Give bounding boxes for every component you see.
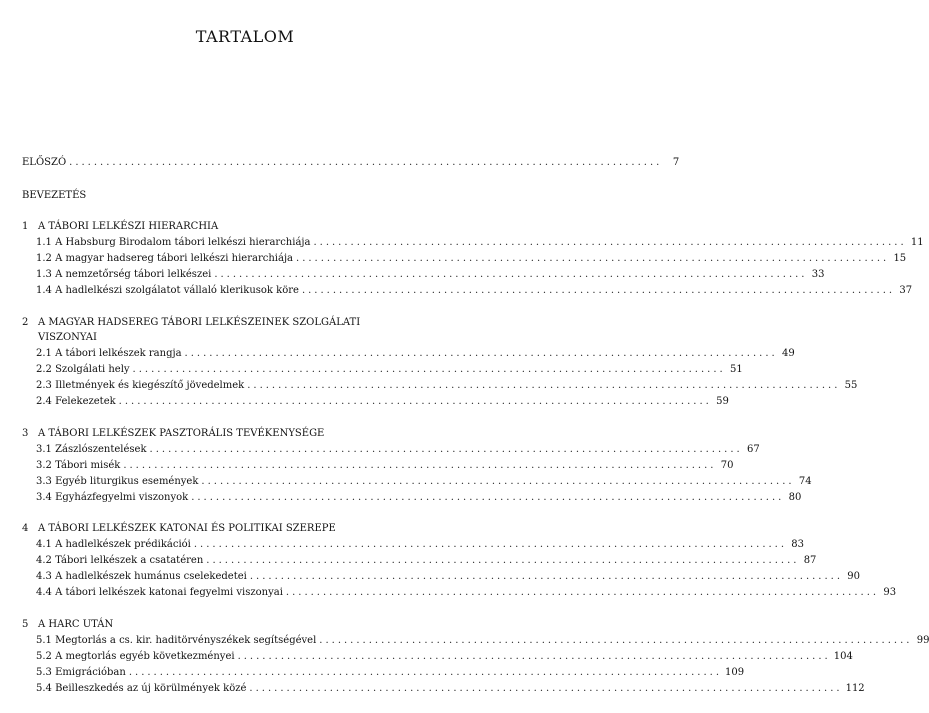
toc-entry[interactable] bbox=[36, 395, 729, 409]
leader-dots: ................................................................................................ bbox=[69, 157, 663, 168]
toc-entry-preface[interactable] bbox=[22, 156, 680, 170]
toc-entry-label: 2.1 A tábori lelkészek rangja bbox=[36, 348, 182, 359]
chapter-number: 2 bbox=[22, 317, 29, 328]
toc-entry-label: 5.3 Emigrációban bbox=[36, 667, 126, 678]
leader-dots: ................................................................................................ bbox=[206, 555, 800, 566]
toc-entry-page: 37 bbox=[899, 285, 913, 296]
leader-dots: ................................................................................................ bbox=[214, 269, 808, 280]
leader-dots: ................................................................................................ bbox=[149, 444, 743, 455]
toc-entry[interactable] bbox=[36, 347, 795, 361]
toc-entry-introduction[interactable] bbox=[22, 189, 86, 203]
toc-entry[interactable] bbox=[36, 634, 929, 648]
toc-entry[interactable] bbox=[36, 475, 812, 489]
leader-dots: ................................................................................................ bbox=[132, 364, 726, 375]
chapter-title: A TÁBORI LELKÉSZI HIERARCHIA bbox=[38, 221, 219, 232]
toc-entry-label: 4.1 A hadlelkészek prédikációi bbox=[36, 539, 191, 550]
toc-entry-page: 55 bbox=[844, 380, 858, 391]
toc-entry[interactable] bbox=[36, 650, 853, 664]
toc-entry[interactable] bbox=[36, 666, 745, 680]
leader-dots: ................................................................................................ bbox=[191, 492, 785, 503]
toc-entry-page: 67 bbox=[746, 444, 760, 455]
toc-entry-label: 3.1 Zászlószentelések bbox=[36, 444, 147, 455]
toc-entry-label: 5.1 Megtorlás a cs. kir. haditörvényszékek segítségével bbox=[36, 635, 317, 646]
toc-entry[interactable] bbox=[36, 491, 802, 505]
toc-entry-page: 90 bbox=[847, 571, 861, 582]
leader-dots: ................................................................................................ bbox=[128, 667, 722, 678]
toc-entry-page: 80 bbox=[788, 492, 802, 503]
leader-dots: ................................................................................................ bbox=[184, 348, 778, 359]
toc-entry[interactable] bbox=[36, 459, 734, 473]
chapter-heading-2[interactable] bbox=[22, 316, 360, 330]
toc-entry-page: 7 bbox=[672, 157, 680, 168]
leader-dots: ................................................................................................ bbox=[247, 380, 841, 391]
leader-dots: ................................................................................................ bbox=[301, 285, 896, 296]
toc-entry[interactable] bbox=[36, 538, 805, 552]
toc-entry[interactable] bbox=[36, 554, 817, 568]
toc-entry[interactable] bbox=[36, 363, 743, 377]
toc-entry-label: 1.2 A magyar hadsereg tábori lelkészi hierarchiája bbox=[36, 253, 294, 264]
toc-entry-label: 1.1 A Habsburg Birodalom tábori lelkészi hierarchiája bbox=[36, 237, 311, 248]
leader-dots: ................................................................................................ bbox=[201, 476, 795, 487]
toc-entry[interactable] bbox=[36, 379, 858, 393]
toc-entry-page: 33 bbox=[811, 269, 825, 280]
toc-entry-page: 74 bbox=[798, 476, 812, 487]
toc-entry[interactable] bbox=[36, 268, 825, 282]
toc-entry-label: 3.2 Tábori misék bbox=[36, 460, 121, 471]
toc-entry[interactable] bbox=[36, 236, 924, 250]
chapter-title: A MAGYAR HADSEREG TÁBORI LELKÉSZEINEK SZOLGÁLATI bbox=[38, 317, 361, 328]
toc-entry-label: 5.4 Beilleszkedés az új körülmények közé bbox=[36, 683, 247, 694]
toc-entry-page: 93 bbox=[883, 587, 897, 598]
chapter-title-continuation: VISZONYAI bbox=[38, 332, 97, 343]
toc-entry-page: 11 bbox=[910, 237, 924, 248]
chapter-heading-5[interactable] bbox=[22, 618, 113, 632]
chapter-number: 3 bbox=[22, 428, 29, 439]
toc-entry-label: 5.2 A megtorlás egyéb következményei bbox=[36, 651, 235, 662]
toc-entry-page: 99 bbox=[916, 635, 929, 646]
toc-entry-page: 59 bbox=[716, 396, 729, 407]
chapter-title: A HARC UTÁN bbox=[38, 619, 114, 630]
toc-entry-page: 112 bbox=[845, 683, 865, 694]
leader-dots: ................................................................................................ bbox=[285, 587, 880, 598]
toc-entry[interactable] bbox=[36, 682, 865, 696]
toc-entry-label: ELŐSZÓ bbox=[22, 157, 67, 168]
leader-dots: ................................................................................................ bbox=[313, 237, 907, 248]
toc-entry-page: 51 bbox=[729, 364, 743, 375]
toc-entry-page: 109 bbox=[725, 667, 745, 678]
page-title: TARTALOM bbox=[195, 27, 295, 46]
toc-entry-page: 87 bbox=[803, 555, 817, 566]
leader-dots: ................................................................................................ bbox=[237, 651, 831, 662]
toc-entry-page: 83 bbox=[791, 539, 805, 550]
toc-entry-label: 4.2 Tábori lelkészek a csatatéren bbox=[36, 555, 204, 566]
leader-dots: ................................................................................................ bbox=[249, 571, 844, 582]
leader-dots: ................................................................................................ bbox=[118, 396, 712, 407]
toc-entry-label: 1.3 A nemzetőrség tábori lelkészei bbox=[36, 269, 212, 280]
toc-entry-label: 2.3 Illetmények és kiegészítő jövedelmek bbox=[36, 380, 245, 391]
leader-dots: ................................................................................................ bbox=[296, 253, 890, 264]
leader-dots: ................................................................................................ bbox=[319, 635, 913, 646]
toc-entry-page: 15 bbox=[893, 253, 907, 264]
toc-entry-label: 2.2 Szolgálati hely bbox=[36, 364, 130, 375]
chapter-number: 5 bbox=[22, 619, 29, 630]
toc-entry-label: BEVEZETÉS bbox=[22, 190, 87, 201]
toc-entry-label: 1.4 A hadlelkészi szolgálatot vállaló klerikusok köre bbox=[36, 285, 299, 296]
chapter-heading-4[interactable] bbox=[22, 522, 336, 536]
leader-dots: ................................................................................................ bbox=[193, 539, 788, 550]
toc-entry-label: 3.3 Egyéb liturgikus események bbox=[36, 476, 199, 487]
toc-entry-page: 49 bbox=[781, 348, 795, 359]
toc-entry-label: 4.3 A hadlelkészek humánus cselekedetei bbox=[36, 571, 247, 582]
toc-entry-label: 4.4 A tábori lelkészek katonai fegyelmi viszonyai bbox=[36, 587, 283, 598]
chapter-title: A TÁBORI LELKÉSZEK PASZTORÁLIS TEVÉKENYSÉGE bbox=[38, 428, 325, 439]
toc-entry-label: 2.4 Felekezetek bbox=[36, 396, 116, 407]
chapter-heading-1[interactable] bbox=[22, 220, 218, 234]
chapter-number: 4 bbox=[22, 523, 29, 534]
chapter-title: A TÁBORI LELKÉSZEK KATONAI ÉS POLITIKAI SZEREPE bbox=[38, 523, 336, 534]
leader-dots: ................................................................................................ bbox=[123, 460, 717, 471]
toc-entry[interactable] bbox=[36, 284, 913, 298]
toc-entry[interactable] bbox=[36, 570, 861, 584]
toc-entry[interactable] bbox=[36, 252, 907, 266]
leader-dots: ................................................................................................ bbox=[249, 683, 843, 694]
chapter-heading-3[interactable] bbox=[22, 427, 324, 441]
toc-entry-page: 70 bbox=[720, 460, 734, 471]
toc-entry[interactable] bbox=[36, 586, 897, 600]
toc-entry[interactable] bbox=[36, 443, 760, 457]
toc-entry-page: 104 bbox=[833, 651, 853, 662]
chapter-number: 1 bbox=[22, 221, 29, 232]
toc-entry-label: 3.4 Egyházfegyelmi viszonyok bbox=[36, 492, 189, 503]
